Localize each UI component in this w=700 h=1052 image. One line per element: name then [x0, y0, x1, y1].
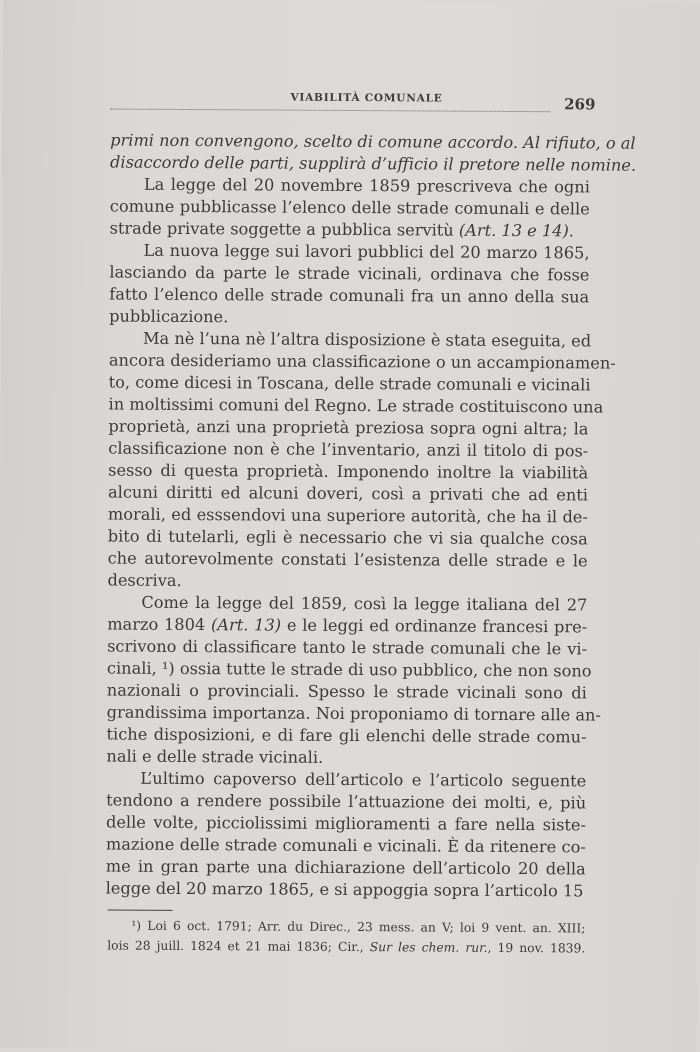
- text-line: disaccordo delle parti, supplirà d’ufficio il pretore nelle nomine.: [110, 152, 637, 175]
- footnote-line: ¹) Loi 6 oct. 1791; Arr. du Direc., 23 mess. an V; loi 9 vent. an. XIII;: [131, 918, 586, 936]
- text-line: lasciando da parte le strade vicinali, ordinava che fosse: [109, 262, 590, 285]
- text-line: La nuova legge sui lavori pubblici del 20 marzo 1865,: [143, 240, 590, 263]
- text-line: alcuni diritti ed alcuni doveri, così a privati che ad enti: [107, 482, 589, 505]
- footnote: [107, 916, 585, 959]
- footnote-line: lois 28 juill. 1824 et 21 mai 1836; Cir., Sur les chem. rur., 19 nov. 1839.: [107, 938, 586, 956]
- running-title: VIABILITÀ COMUNALE: [290, 91, 443, 105]
- text-line: nali e delle strade vicinali.: [106, 746, 324, 767]
- body-text: [105, 130, 637, 903]
- footnote-rule: [107, 910, 172, 911]
- paragraph: [110, 130, 637, 177]
- text-line: Ma nè l’una nè l’altra disposizione è stata eseguita, ed: [142, 328, 592, 351]
- text-line: proprietà, anzi una proprietà preziosa sopra ogni altra; la: [108, 416, 589, 439]
- text-line: ancora desideriamo una classificazione o un accampionamen-: [108, 350, 616, 373]
- header-rule: [110, 109, 550, 113]
- text-line: legge del 20 marzo 1865, e si appoggia sopra l’articolo 15: [105, 878, 584, 901]
- text-line: primi non convengono, scelto di comune accordo. Al rifiuto, o al: [110, 130, 636, 153]
- paragraph: [107, 328, 616, 595]
- text-line: comune pubblicasse l’elenco delle strade comunali e delle: [109, 196, 590, 219]
- text-line: tiche disposizioni, e di fare gli elenchi delle strade comu-: [106, 724, 587, 747]
- text-line: pubblicazione.: [109, 306, 229, 327]
- text-line: che autorevolmente constati l’esistenza delle strade e le: [107, 548, 588, 571]
- text-line: mazione delle strade comunali e vicinali. È da ritenere co-: [105, 834, 586, 857]
- paragraph: [106, 768, 587, 903]
- paragraph: [110, 174, 590, 243]
- text-line: classificazione non è che l’inventario, anzi il titolo di pos-: [108, 438, 589, 461]
- text-line: marzo 1804 (Art. 13) e le leggi ed ordinanze francesi pre-: [107, 614, 588, 637]
- text-line: morali, ed esssendovi una superiore autorità, che ha il de-: [107, 504, 588, 527]
- text-line: in moltissimi comuni del Regno. Le strade costituiscono una: [108, 394, 604, 417]
- text-line: strade private soggette a pubblica servitù (Art. 13 e 14).: [109, 218, 575, 241]
- page-number: 269: [564, 95, 596, 114]
- text-line: tendono a rendere possibile l’attuazione dei molti, e, più: [106, 790, 587, 813]
- text-line: fatto l’elenco delle strade comunali fra un anno della sua: [109, 284, 590, 307]
- text-line: Come la legge del 1859, così la legge italiana del 27: [141, 592, 588, 615]
- text-line: grandissima importanza. Noi proponiamo di tornare alle an-: [106, 702, 601, 725]
- text-line: cinali, ¹) ossia tutte le strade di uso pubblico, che non sono: [106, 658, 592, 681]
- text-line: to, come dicesi in Toscana, delle strade comunali e vicinali: [108, 372, 591, 395]
- paragraph: [106, 592, 601, 771]
- text-line: me in gran parte una dichiarazione dell’articolo 20 della: [105, 856, 586, 879]
- text-line: scrivono di classificare tanto le strade comunali che le vi-: [107, 636, 588, 659]
- text-line: delle volte, picciolissimi miglioramenti a fare nella siste-: [105, 812, 587, 835]
- text-line: sesso di questa proprietà. Imponendo inoltre la viabilità: [108, 460, 589, 483]
- text-line: nazionali o provinciali. Spesso le strade vicinali sono di: [106, 680, 587, 703]
- paragraph: [109, 240, 590, 331]
- text-line: La legge del 20 novembre 1859 prescriveva che ogni: [143, 174, 590, 197]
- text-line: descriva.: [107, 570, 182, 590]
- text-line: L’ultimo capoverso dell’articolo e l’articolo seguente: [140, 768, 587, 791]
- text-line: bito di tutelarli, egli è necessario che vi sia qualche cosa: [107, 526, 588, 549]
- page-header: [110, 89, 595, 116]
